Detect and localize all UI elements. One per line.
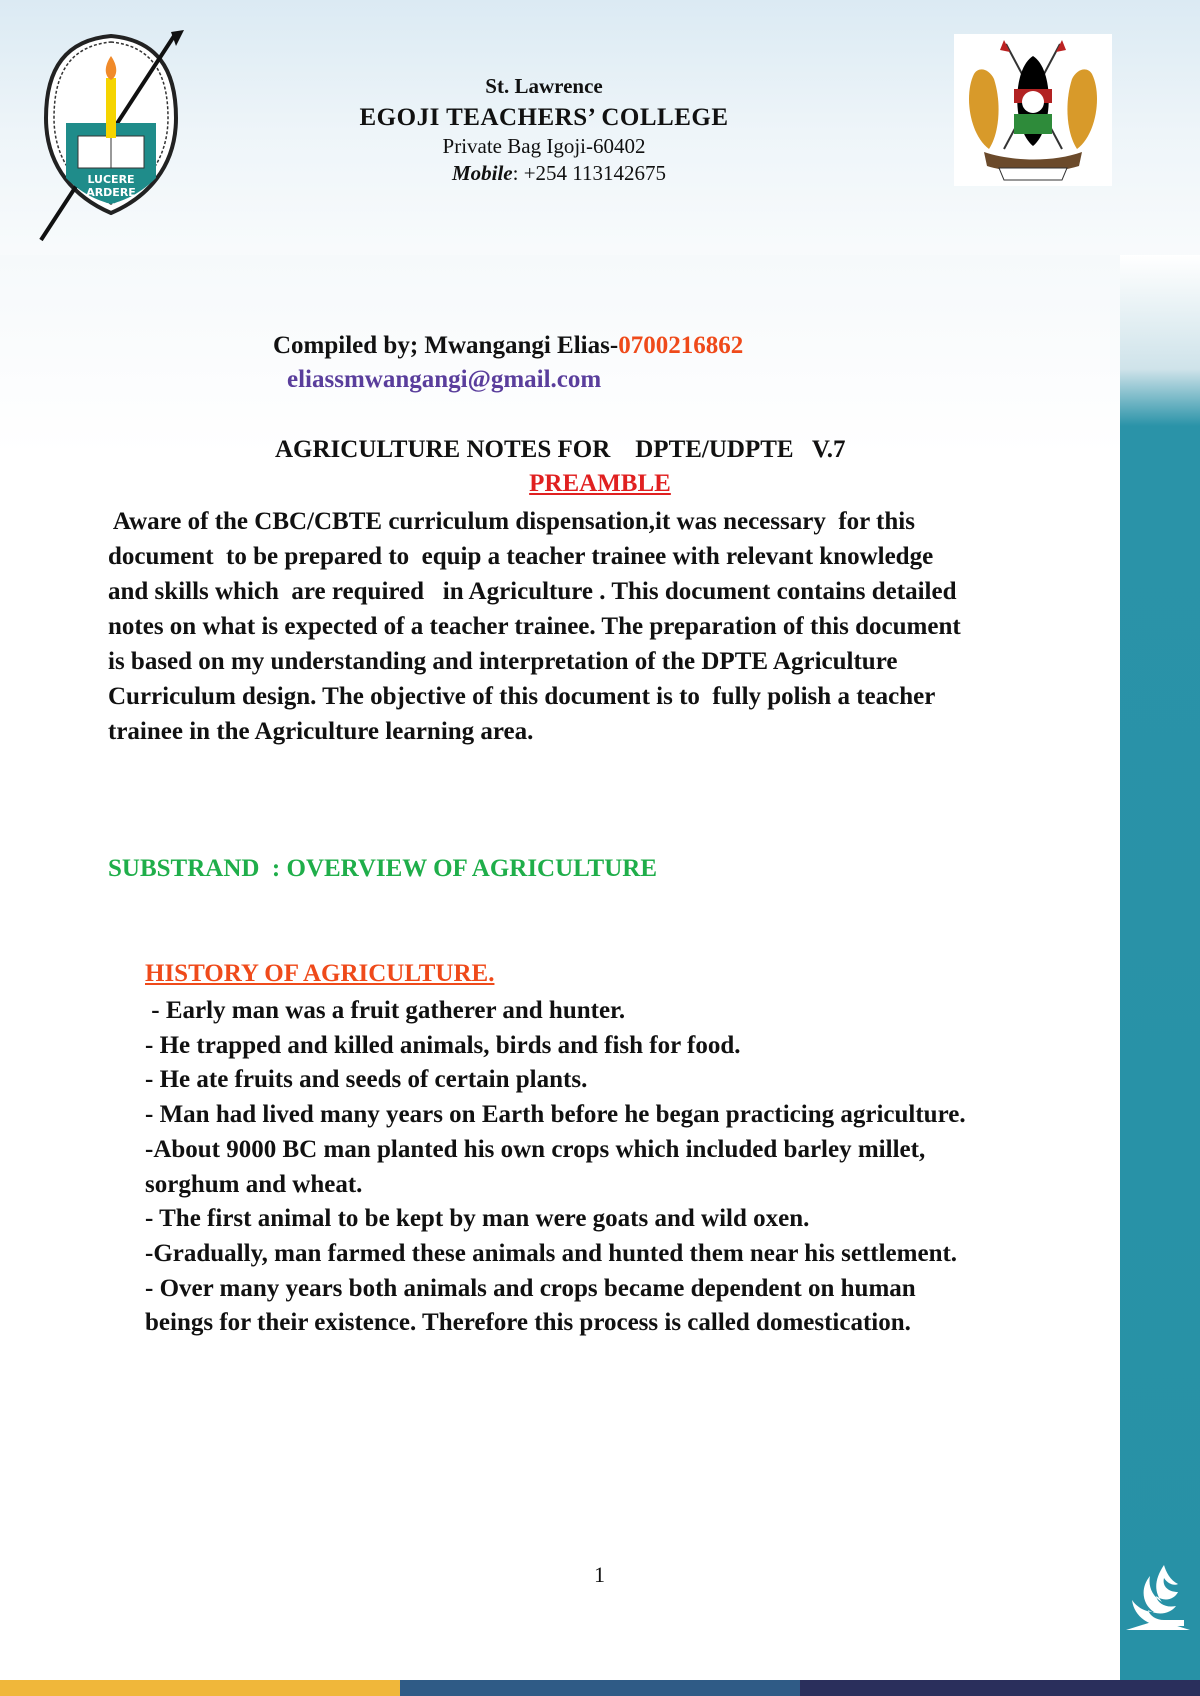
preamble-line: trainee in the Agriculture learning area. <box>108 718 534 745</box>
school-mobile <box>0 161 1088 186</box>
logo-motto-line2: ARDERE <box>86 186 136 199</box>
side-decor-band <box>1120 255 1200 1680</box>
preamble-heading: PREAMBLE <box>529 470 671 497</box>
bottom-bar-blue <box>400 1680 800 1696</box>
compiler-email: eliassmwangangi@gmail.com <box>287 366 602 393</box>
preamble-line: is based on my understanding and interpretation of the DPTE Agriculture <box>108 648 898 675</box>
page-number: 1 <box>594 1562 605 1587</box>
history-line: - Over many years both animals and crops became dependent on human <box>145 1274 916 1302</box>
history-line: - The first animal to be kept by man were goats and wild oxen. <box>145 1205 810 1233</box>
mobile-value: : +254 113142675 <box>512 161 667 185</box>
preamble-line: and skills which are required in Agriculture . This document contains detailed <box>108 578 957 605</box>
compiler-phone: 0700216862 <box>618 332 744 359</box>
history-list <box>145 994 1085 1341</box>
document-title: AGRICULTURE NOTES FOR DPTE/UDPTE V.7 <box>275 436 846 463</box>
compiled-by-label: Compiled by; Mwangangi Elias- <box>273 332 619 359</box>
school-subtitle: St. Lawrence <box>485 74 603 98</box>
history-line: - He ate fruits and seeds of certain plants. <box>145 1066 588 1094</box>
compiled-by-line <box>273 332 743 360</box>
substrand-heading: SUBSTRAND : OVERVIEW OF AGRICULTURE <box>108 855 657 882</box>
history-line: -Gradually, man farmed these animals and hunted them near his settlement. <box>145 1239 958 1267</box>
bottom-bar-navy <box>800 1680 1200 1696</box>
preamble-line: document to be prepared to equip a teacher trainee with relevant knowledge <box>108 543 934 570</box>
bottom-bar-yellow <box>0 1680 400 1696</box>
history-line: - Early man was a fruit gatherer and hunter. <box>145 997 626 1024</box>
history-line: - Man had lived many years on Earth before he began practicing agriculture. <box>145 1101 966 1129</box>
church-flame-icon <box>1124 1560 1194 1635</box>
mobile-label: Mobile <box>451 161 513 185</box>
history-line: beings for their existence. Therefore this process is called domestication. <box>145 1309 911 1337</box>
preamble-line: Aware of the CBC/CBTE curriculum dispensation,it was necessary for this <box>108 508 915 535</box>
preamble-body <box>108 504 1088 749</box>
logo-motto-line1: LUCERE <box>87 173 135 186</box>
preamble-line: notes on what is expected of a teacher trainee. The preparation of this document <box>108 613 961 640</box>
history-heading: HISTORY OF AGRICULTURE. <box>145 960 495 987</box>
history-line: -About 9000 BC man planted his own crops which included barley millet, <box>145 1135 926 1163</box>
history-line: sorghum and wheat. <box>145 1170 363 1198</box>
history-line: - He trapped and killed animals, birds and fish for food. <box>145 1031 741 1059</box>
school-name: EGOJI TEACHERS’ COLLEGE <box>359 104 729 131</box>
bottom-color-bar <box>0 1680 1200 1696</box>
preamble-line: Curriculum design. The objective of this document is to fully polish a teacher <box>108 683 936 710</box>
school-address: Private Bag Igoji-60402 <box>442 134 646 158</box>
